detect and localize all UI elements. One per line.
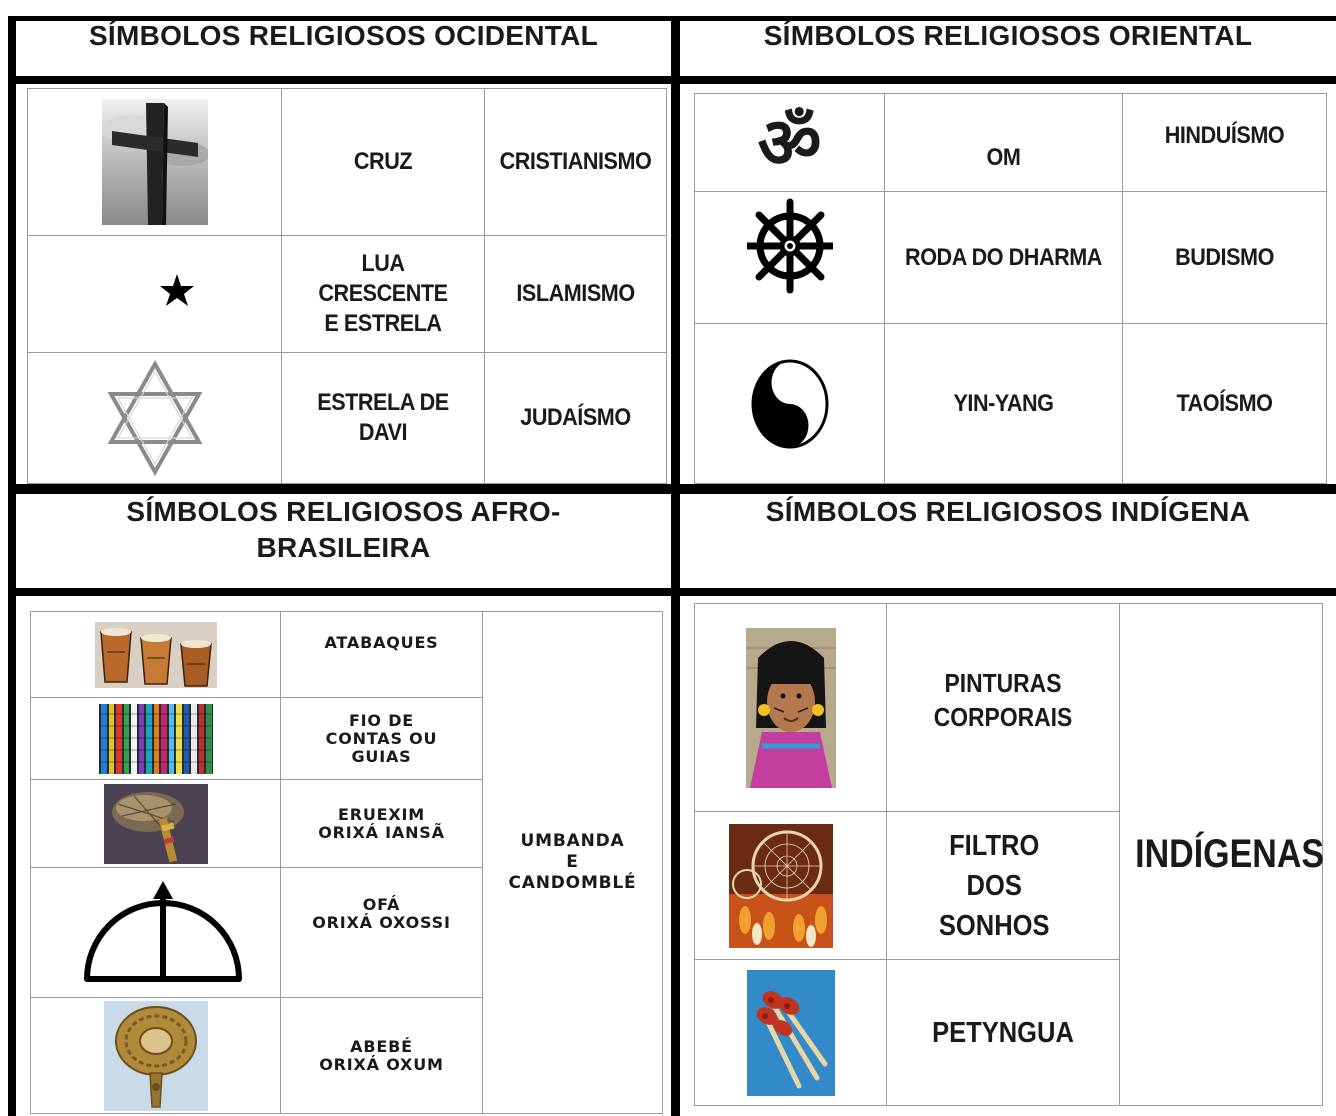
symbol-name: CRUZ	[353, 148, 413, 175]
symbol-name-cell	[887, 604, 1120, 812]
symbol-name-cell	[282, 236, 485, 353]
symbol-image-cell	[31, 998, 281, 1114]
title-oriental: SÍMBOLOS RELIGIOSOS ORIENTAL	[763, 20, 1253, 51]
symbol-image-cell	[31, 698, 281, 780]
religion-name: BUDISMO	[1175, 243, 1274, 271]
symbol-name: FILTRO DOS SONHOS	[938, 829, 1050, 942]
symbol-image-cell	[695, 604, 887, 812]
symbol-name: OM	[986, 143, 1021, 171]
symbol-name: OFÁ ORIXÁ OXOSSI	[312, 895, 451, 932]
religion-name: JUDAÍSMO	[520, 404, 631, 431]
symbol-name-cell	[887, 812, 1120, 960]
symbol-name-cell	[281, 612, 483, 698]
table-row	[31, 612, 663, 698]
table-row	[695, 324, 1327, 484]
cross-photo-icon	[102, 99, 208, 225]
symbol-image-cell	[695, 960, 887, 1106]
symbol-image-cell	[695, 812, 887, 960]
dreamcatcher-photo-icon	[729, 824, 833, 948]
symbol-name-cell	[885, 192, 1123, 324]
religion-cell	[483, 612, 663, 1114]
religion-cell	[485, 236, 667, 353]
frame-row2-title-divider	[8, 588, 1336, 596]
symbol-name: ATABAQUES	[324, 633, 439, 652]
table-ocidental	[27, 88, 667, 484]
symbol-image-cell	[28, 89, 282, 236]
symbol-name: PINTURAS CORPORAIS	[933, 668, 1073, 732]
table-row	[28, 89, 667, 236]
frame-left	[8, 18, 16, 1116]
symbol-name-cell	[282, 353, 485, 484]
religion-name: HINDUÍSMO	[1164, 121, 1285, 149]
symbol-name-cell	[282, 89, 485, 236]
table-row	[695, 94, 1327, 192]
religion-cell	[485, 89, 667, 236]
table-row	[695, 192, 1327, 324]
symbol-image-cell	[695, 94, 885, 192]
symbol-name-cell	[887, 960, 1120, 1106]
ofa-bow-icon	[81, 879, 245, 987]
atabaques-photo-icon	[95, 622, 217, 688]
yin-yang-icon	[750, 358, 830, 450]
symbol-image-cell	[695, 192, 885, 324]
symbol-image-cell	[31, 868, 281, 998]
symbol-name: ABEBÉ ORIXÁ OXUM	[319, 1036, 444, 1074]
title-indigena: SÍMBOLOS RELIGIOSOS INDÍGENA	[765, 496, 1251, 527]
religion-cell	[1123, 324, 1327, 484]
table-row	[28, 353, 667, 484]
dharma-wheel-icon	[747, 198, 833, 294]
abebe-photo-icon	[104, 1001, 208, 1111]
frame-row1-title-divider	[8, 76, 1336, 84]
symbol-image-cell	[695, 324, 885, 484]
symbol-name-cell	[281, 998, 483, 1114]
frame-middle-horizontal	[8, 484, 1336, 494]
symbol-image-cell	[28, 236, 282, 353]
symbol-image-cell	[31, 780, 281, 868]
star-of-david-icon	[105, 360, 205, 476]
crescent-star-icon	[105, 246, 205, 342]
symbol-image-cell	[31, 612, 281, 698]
symbol-name: RODA DO DHARMA	[905, 243, 1102, 271]
table-oriental	[694, 93, 1327, 484]
table-indigena	[694, 603, 1323, 1106]
religion-cell	[1123, 94, 1327, 192]
religion-cell	[1120, 604, 1323, 1106]
title-ocidental: SÍMBOLOS RELIGIOSOS OCIDENTAL	[88, 20, 599, 51]
symbol-name: PETYNGUA	[932, 1016, 1074, 1049]
religion-name: CRISTIANISMO	[499, 148, 652, 175]
eruexim-photo-icon	[104, 784, 208, 864]
religion-name: UMBANDA E CANDOMBLÉ	[508, 831, 637, 893]
religion-cell	[485, 353, 667, 484]
symbol-name-cell	[281, 780, 483, 868]
symbol-name-cell	[885, 94, 1123, 192]
symbol-name-cell	[281, 868, 483, 998]
symbol-name-cell	[885, 324, 1123, 484]
table-row	[695, 604, 1323, 812]
om-symbol-icon: ॐ	[757, 101, 822, 184]
symbol-name: FIO DE CONTAS OU GUIAS	[325, 710, 438, 766]
symbol-name-cell	[281, 698, 483, 780]
petyngua-photo-icon	[747, 970, 835, 1096]
frame-center-vertical	[671, 18, 680, 1116]
religion-name: ISLAMISMO	[516, 280, 635, 307]
table-row	[28, 236, 667, 353]
religion-name: INDÍGENAS	[1135, 832, 1325, 876]
symbol-name: YIN-YANG	[953, 389, 1054, 417]
religion-cell	[1123, 192, 1327, 324]
body-paint-photo-icon	[746, 628, 836, 788]
title-afro: SÍMBOLOS RELIGIOSOS AFRO- BRASILEIRA	[126, 496, 561, 563]
table-afro	[30, 611, 663, 1114]
symbol-name: LUA CRESCENTE E ESTRELA	[318, 250, 448, 337]
symbol-image-cell	[28, 353, 282, 484]
symbol-name: ESTRELA DE DAVI	[317, 389, 449, 446]
symbol-name: ERUEXIM ORIXÁ IANSÃ	[318, 805, 445, 842]
religion-name: TAOÍSMO	[1176, 389, 1273, 417]
beads-photo-icon	[99, 704, 213, 774]
